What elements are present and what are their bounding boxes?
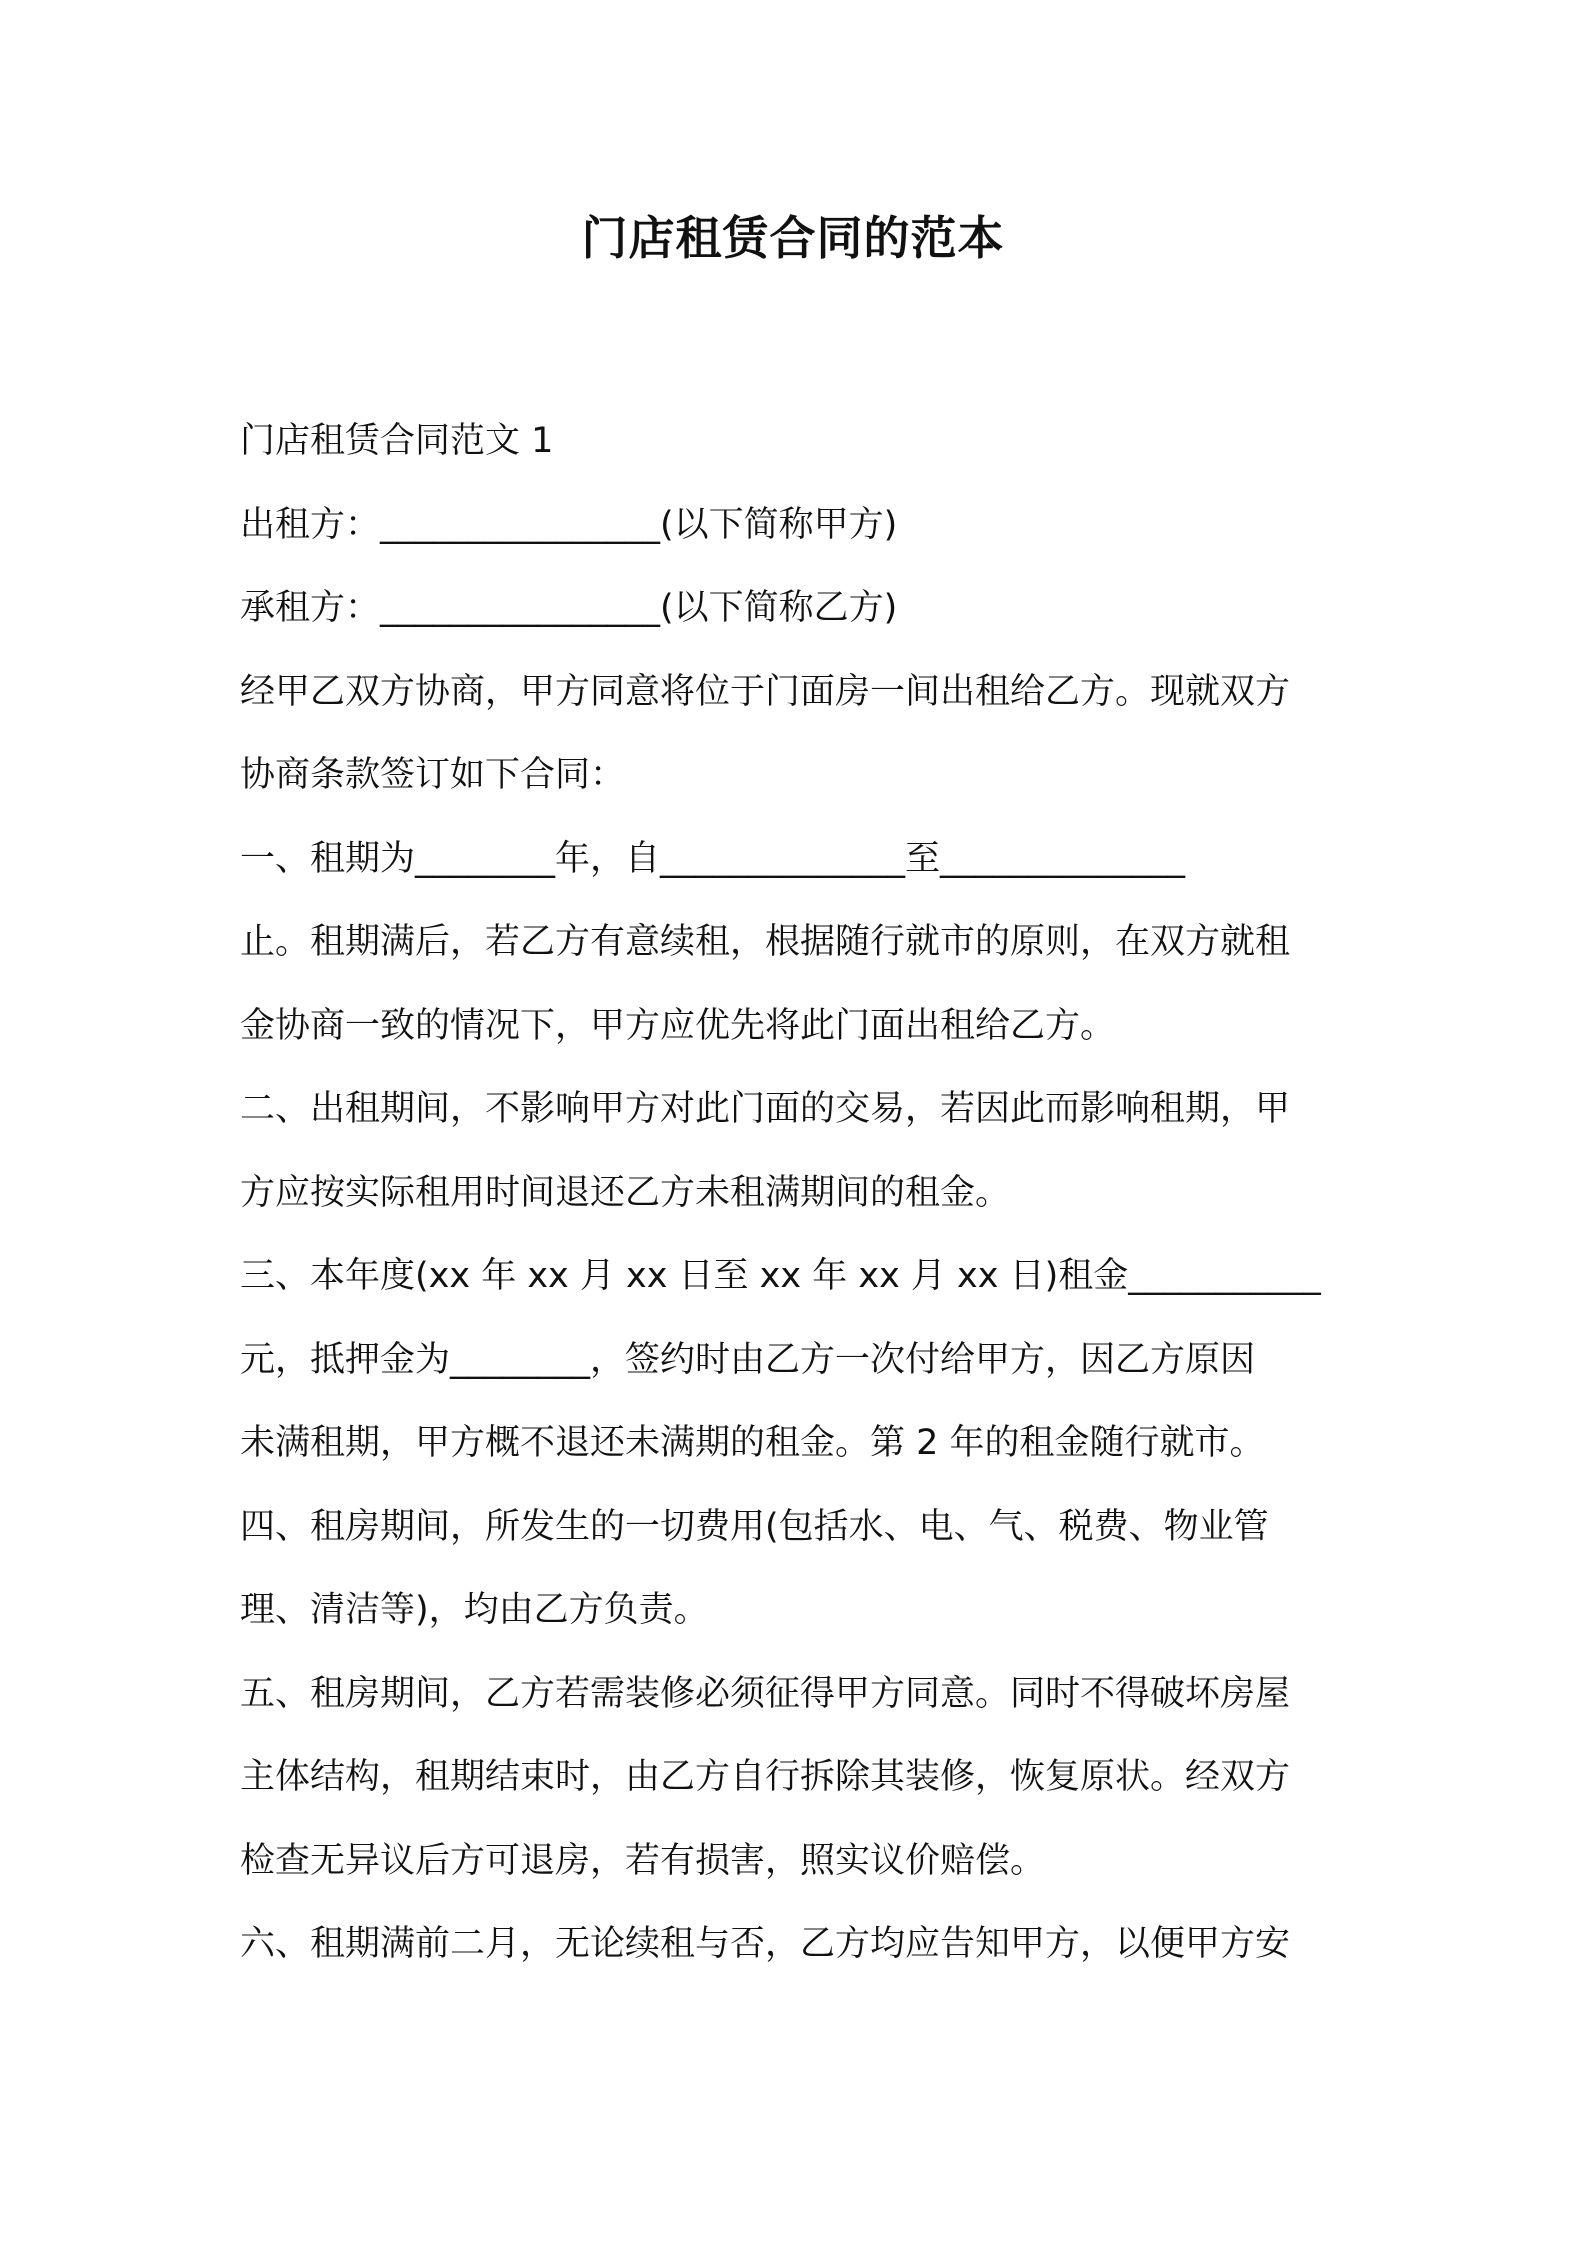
- clause-2-line: 方应按实际租用时间退还乙方未租满期间的租金。: [240, 1172, 1011, 1213]
- clause-1-line: 金协商一致的情况下，甲方应优先将此门面出租给乙方。: [240, 1005, 1116, 1046]
- clause-2-line: 二、出租期间，不影响甲方对此门面的交易，若因此而影响租期，甲: [240, 1089, 1291, 1129]
- clause-3-line: 元，抵押金为________，签约时由乙方一次付给甲方，因乙方原因: [240, 1339, 1256, 1380]
- document-title: 门店租赁合同的范本: [581, 211, 1005, 265]
- clause-1-line: 一、租期为________年，自______________至______________: [240, 838, 1186, 879]
- document-body: [240, 400, 1360, 1987]
- lessor-line: 出租方：________________(以下简称甲方): [240, 504, 898, 545]
- clause-3-line: 未满租期，甲方概不退还未满期的租金。第 2 年的租金随行就市。: [240, 1423, 1265, 1463]
- clause-4-line: 理、清洁等)，均由乙方负责。: [240, 1590, 709, 1630]
- section-heading: 门店租赁合同范文 1: [240, 421, 554, 461]
- lessee-line: 承租方：________________(以下简称乙方): [240, 588, 898, 628]
- paragraph-line: 协商条款签订如下合同：: [240, 755, 626, 795]
- clause-6-line: 六、租期满前二月，无论续租与否，乙方均应告知甲方，以便甲方安: [240, 1924, 1291, 1964]
- clause-4-line: 四、租房期间，所发生的一切费用(包括水、电、气、税费、物业管: [240, 1506, 1269, 1547]
- clause-5-line: 主体结构，租期结束时，由乙方自行拆除其装修，恢复原状。经双方: [240, 1757, 1291, 1797]
- paragraph-line: 经甲乙双方协商，甲方同意将位于门面房一间出租给乙方。现就双方: [240, 671, 1291, 712]
- clause-1-line: 止。租期满后，若乙方有意续租，根据随行就市的原则，在双方就租: [240, 922, 1291, 962]
- clause-5-line: 检查无异议后方可退房，若有损害，照实议价赔偿。: [240, 1840, 1046, 1881]
- clause-3-line: 三、本年度(xx 年 xx 月 xx 日至 xx 年 xx 月 xx 日)租金___________: [240, 1256, 1321, 1296]
- clause-5-line: 五、租房期间，乙方若需装修必须征得甲方同意。同时不得破坏房屋: [240, 1673, 1291, 1714]
